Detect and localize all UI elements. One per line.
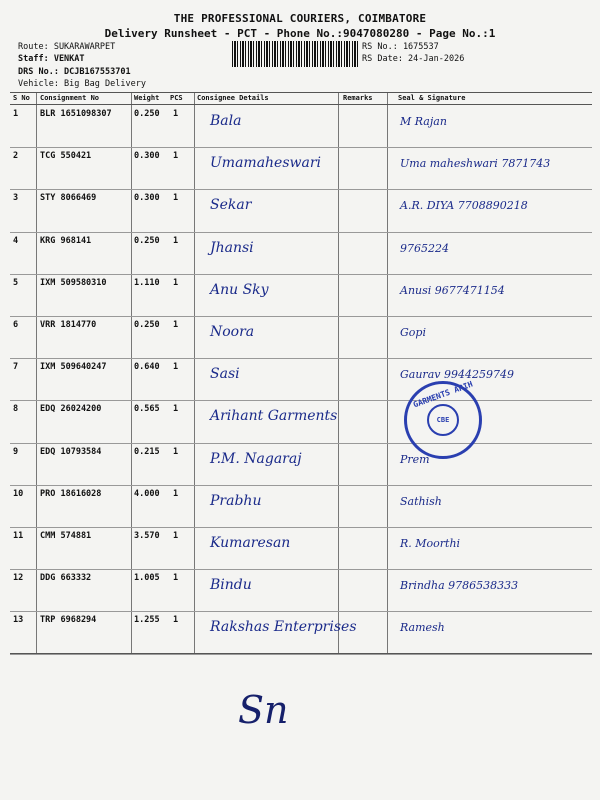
stamp-center: CBE xyxy=(427,404,459,436)
row-weight: 4.000 xyxy=(134,488,160,499)
row-sno: 12 xyxy=(13,573,24,584)
row-pcs: 1 xyxy=(173,362,179,373)
row-consignee-handwritten: P.M. Nagaraj xyxy=(210,450,302,467)
row-pcs: 1 xyxy=(173,446,179,457)
table-row xyxy=(10,189,592,231)
col-sno: S No xyxy=(13,94,30,102)
rs-number: RS No.: 1675537 xyxy=(362,42,439,52)
row-weight: 1.255 xyxy=(134,615,160,626)
row-consignee-handwritten: Noora xyxy=(210,324,255,340)
route-label: Route: SUKARAWARPET xyxy=(18,42,116,52)
row-consignment: IXM 509580310 xyxy=(40,277,107,288)
row-consignment: IXM 509640247 xyxy=(40,362,107,373)
drs-number: DRS No.: DCJB167553701 xyxy=(18,67,131,77)
table-row xyxy=(10,358,592,400)
row-weight: 0.250 xyxy=(134,235,160,246)
stamp-ring-text: GARMENTS ARIH xyxy=(412,379,474,410)
table-row xyxy=(10,105,592,147)
row-sno: 9 xyxy=(13,446,19,457)
row-signature-handwritten: M Rajan xyxy=(400,115,447,128)
row-sno: 8 xyxy=(13,404,19,415)
col-consignee: Consignee Details xyxy=(197,94,269,102)
row-consignment: TRP 6968294 xyxy=(40,615,97,626)
row-pcs: 1 xyxy=(173,193,179,204)
row-sno: 13 xyxy=(13,615,24,626)
row-sno: 3 xyxy=(13,193,19,204)
table-row xyxy=(10,274,592,316)
row-consignment: STY 8066469 xyxy=(40,193,97,204)
row-weight: 0.640 xyxy=(134,362,160,373)
row-consignment: TCG 550421 xyxy=(40,151,92,162)
company-title: THE PROFESSIONAL COURIERS, COIMBATORE xyxy=(173,12,427,25)
row-pcs: 1 xyxy=(173,320,179,330)
col-weight: Weight xyxy=(134,94,160,102)
row-signature-handwritten: R. Moorthi xyxy=(400,537,461,550)
row-sno: 6 xyxy=(13,320,19,330)
table-row xyxy=(10,232,592,274)
row-weight: 0.250 xyxy=(134,109,160,119)
row-sno: 2 xyxy=(13,151,19,162)
row-weight: 0.565 xyxy=(134,404,160,415)
table-row xyxy=(10,611,592,653)
row-signature-handwritten: Prem xyxy=(400,452,430,466)
row-consignment: BLR 1651098307 xyxy=(40,109,112,119)
row-consignee-handwritten: Jhansi xyxy=(210,239,254,256)
row-signature-handwritten: Ramesh xyxy=(400,621,445,635)
row-consignee-handwritten: Prabhu xyxy=(210,492,262,509)
table-row xyxy=(10,400,592,442)
row-sno: 4 xyxy=(13,235,19,246)
row-signature-handwritten: Brindha 9786538333 xyxy=(400,579,519,593)
runsheet-subtitle: Delivery Runsheet - PCT - Phone No.:9047080280 - Page No.:1 xyxy=(104,27,496,40)
row-sno: 10 xyxy=(13,488,24,499)
row-consignee-handwritten: Arihant Garments xyxy=(210,408,338,425)
row-weight: 0.300 xyxy=(134,193,160,204)
row-consignment: DDG 663332 xyxy=(40,573,92,584)
table-row xyxy=(10,443,592,485)
row-consignee-handwritten: Sekar xyxy=(210,197,252,214)
barcode xyxy=(232,41,358,67)
row-sno: 11 xyxy=(13,531,24,541)
row-weight: 1.005 xyxy=(134,573,160,584)
row-consignee-handwritten: Umamaheswari xyxy=(210,155,322,172)
col-consignment: Consignment No xyxy=(40,94,100,102)
row-sno: 5 xyxy=(13,277,19,288)
row-consignment: PRO 18616028 xyxy=(40,488,102,499)
row-weight: 1.110 xyxy=(134,277,160,288)
row-consignment: CMM 574881 xyxy=(40,531,92,541)
row-consignment: VRR 1814770 xyxy=(40,320,97,330)
col-pcs: PCS xyxy=(170,94,183,102)
row-sno: 7 xyxy=(13,362,19,373)
row-signature-handwritten: Gopi xyxy=(400,326,426,339)
row-pcs: 1 xyxy=(173,404,179,415)
row-signature-handwritten: A.R. DIYA 7708890218 xyxy=(400,199,528,213)
row-pcs: 1 xyxy=(173,488,179,499)
row-weight: 0.215 xyxy=(134,446,160,457)
table-row xyxy=(10,316,592,358)
row-pcs: 1 xyxy=(173,235,179,246)
row-signature-handwritten: Sathish xyxy=(400,494,442,508)
vehicle-label: Vehicle: Big Bag Delivery xyxy=(18,79,146,89)
col-remarks: Remarks xyxy=(343,94,373,102)
table-row xyxy=(10,527,592,569)
row-pcs: 1 xyxy=(173,151,179,162)
runsheet-table xyxy=(10,92,592,654)
row-weight: 0.250 xyxy=(134,320,160,330)
row-consignment: EDQ 26024200 xyxy=(40,404,102,415)
row-sno: 1 xyxy=(13,109,19,119)
row-consignee-handwritten: Anu Sky xyxy=(210,281,269,298)
row-consignment: EDQ 10793584 xyxy=(40,446,102,457)
row-consignee-handwritten: Bindu xyxy=(210,577,252,594)
table-row xyxy=(10,147,592,189)
row-consignee-handwritten: Bala xyxy=(210,113,242,129)
table-row xyxy=(10,569,592,611)
row-pcs: 1 xyxy=(173,109,179,119)
row-consignee-handwritten: Rakshas Enterprises xyxy=(210,619,357,636)
row-consignment: KRG 968141 xyxy=(40,235,92,246)
row-pcs: 1 xyxy=(173,573,179,584)
row-signature-handwritten: 9765224 xyxy=(400,241,449,255)
row-signature-handwritten: Anusi 9677471154 xyxy=(400,283,505,297)
rs-date: RS Date: 24-Jan-2026 xyxy=(362,54,465,64)
table-row xyxy=(10,485,592,527)
row-consignee-handwritten: Kumaresan xyxy=(210,535,291,551)
row-weight: 0.300 xyxy=(134,151,160,162)
staff-label: Staff: VENKAT xyxy=(18,54,85,64)
row-pcs: 1 xyxy=(173,615,179,626)
row-consignee-handwritten: Sasi xyxy=(210,366,240,383)
row-pcs: 1 xyxy=(173,277,179,288)
col-signature: Seal & Signature xyxy=(398,94,466,102)
row-signature-handwritten: Uma maheshwari 7871743 xyxy=(400,157,551,171)
row-weight: 3.570 xyxy=(134,531,160,541)
seal-stamp xyxy=(404,381,482,459)
row-pcs: 1 xyxy=(173,531,179,541)
row-signature-handwritten: Gaurav 9944259749 xyxy=(400,368,514,382)
footer-signature: Sn xyxy=(238,688,289,732)
